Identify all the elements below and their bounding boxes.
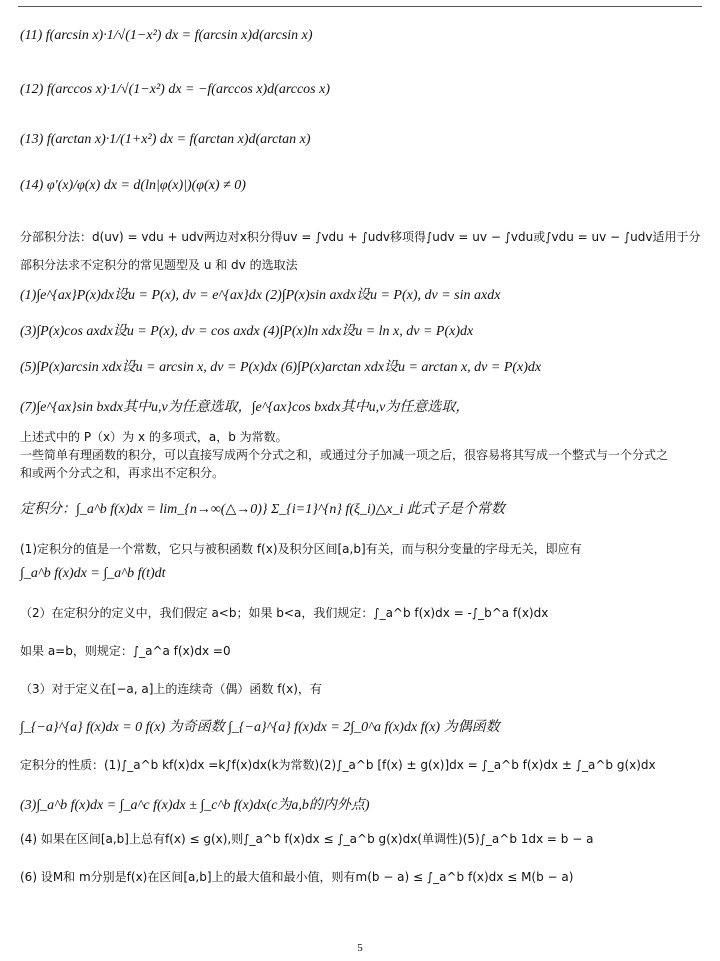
parts-case-7: (7)∫e^{ax}sin bxdx其中u,v为任意选取，∫e^{ax}cos bxdx其中u,v为任意选取， <box>20 400 470 415</box>
integration-by-parts-cont: 部积分法求不定积分的常见题型及 u 和 dv 的选取法 <box>20 258 298 272</box>
equal-limits-rule: 如果 a=b，则规定：∫_a^a f(x)dx =0 <box>20 644 231 658</box>
parts-case-3-4: (3)∫P(x)cos axdx设u = P(x), dv = cos axdx (4)∫P(x)ln xdx设u = ln x, dv = P(x)dx <box>20 324 474 339</box>
odd-even-intro: （3）对于定义在[−a, a]上的连续奇（偶）函数 f(x)，有 <box>20 682 322 696</box>
property-6: (6) 设M和 m分别是f(x)在区间[a,b]上的最大值和最小值，则有m(b − a) ≤ ∫_a^b f(x)dx ≤ M(b − a) <box>20 870 574 884</box>
odd-even-formula: ∫_{−a}^{a} f(x)dx = 0 f(x) 为奇函数 ∫_{−a}^{a} f(x)dx = 2∫_0^a f(x)dx f(x) 为偶函数 <box>20 720 500 735</box>
page-number: 5 <box>357 942 363 954</box>
polynomial-note: 上述式中的 P（x）为 x 的多项式，a，b 为常数。 <box>20 430 288 444</box>
formula-14: (14) φ'(x)/φ(x) dx = d(ln|φ(x)|)(φ(x) ≠ 0) <box>20 178 246 193</box>
integration-by-parts: 分部积分法：d(uv) = vdu + udv两边对x积分得uv = ∫vdu + ∫udv移项得∫udv = uv − ∫vdu或∫vdu = uv − ∫udv适用于分 <box>20 230 701 244</box>
parts-case-1-2: (1)∫e^{ax}P(x)dx设u = P(x), dv = e^{ax}dx (2)∫P(x)sin axdx设u = P(x), dv = sin axdx <box>20 288 501 303</box>
properties-1-2: 定积分的性质：(1)∫_a^b kf(x)dx =k∫f(x)dx(k为常数)(2)∫_a^b [f(x) ± g(x)]dx = ∫_a^b f(x)dx ± ∫_a^b g(x)dx <box>20 758 656 772</box>
properties-4-5: (4) 如果在区间[a,b]上总有f(x) ≤ g(x),则∫_a^b f(x)dx ≤ ∫_a^b g(x)dx(单调性)(5)∫_a^b 1dx = b − a <box>20 832 594 846</box>
variable-independence-formula: ∫_a^b f(x)dx = ∫_a^b f(t)dt <box>20 566 166 581</box>
definite-integral-property-2: （2）在定积分的定义中，我们假定 a<b；如果 b<a，我们规定：∫_a^b f(x)dx = -∫_b^a f(x)dx <box>20 606 549 620</box>
formula-11: (11) f(arcsin x)·1/√(1−x²) dx = f(arcsin x)d(arcsin x) <box>20 28 313 43</box>
property-3: (3)∫_a^b f(x)dx = ∫_a^c f(x)dx ± ∫_c^b f(x)dx(c为a,b的内外点) <box>20 798 370 813</box>
formula-12: (12) f(arccos x)·1/√(1−x²) dx = −f(arccos x)d(arccos x) <box>20 82 330 97</box>
rational-function-note-cont: 和或两个分式之和，再求出不定积分。 <box>20 466 225 480</box>
definite-integral-definition: 定积分：∫_a^b f(x)dx = lim_{n→∞(△→0)} Σ_{i=1}^{n} f(ξ_i)△x_i 此式子是个常数 <box>20 502 505 517</box>
formula-13: (13) f(arctan x)·1/(1+x²) dx = f(arctan x)d(arctan x) <box>20 132 311 147</box>
definite-integral-property-1: (1)定积分的值是一个常数，它只与被积函数 f(x)及积分区间[a,b]有关，而与积分变量的字母无关，即应有 <box>20 542 582 556</box>
rational-function-note: 一些简单有理函数的积分，可以直接写成两个分式之和，或通过分子加减一项之后，很容易将其写成一个整式与一个分式之 <box>20 448 669 462</box>
header-rule <box>18 6 702 7</box>
parts-case-5-6: (5)∫P(x)arcsin xdx设u = arcsin x, dv = P(x)dx (6)∫P(x)arctan xdx设u = arctan x, dv = P(x)dx <box>20 360 542 375</box>
